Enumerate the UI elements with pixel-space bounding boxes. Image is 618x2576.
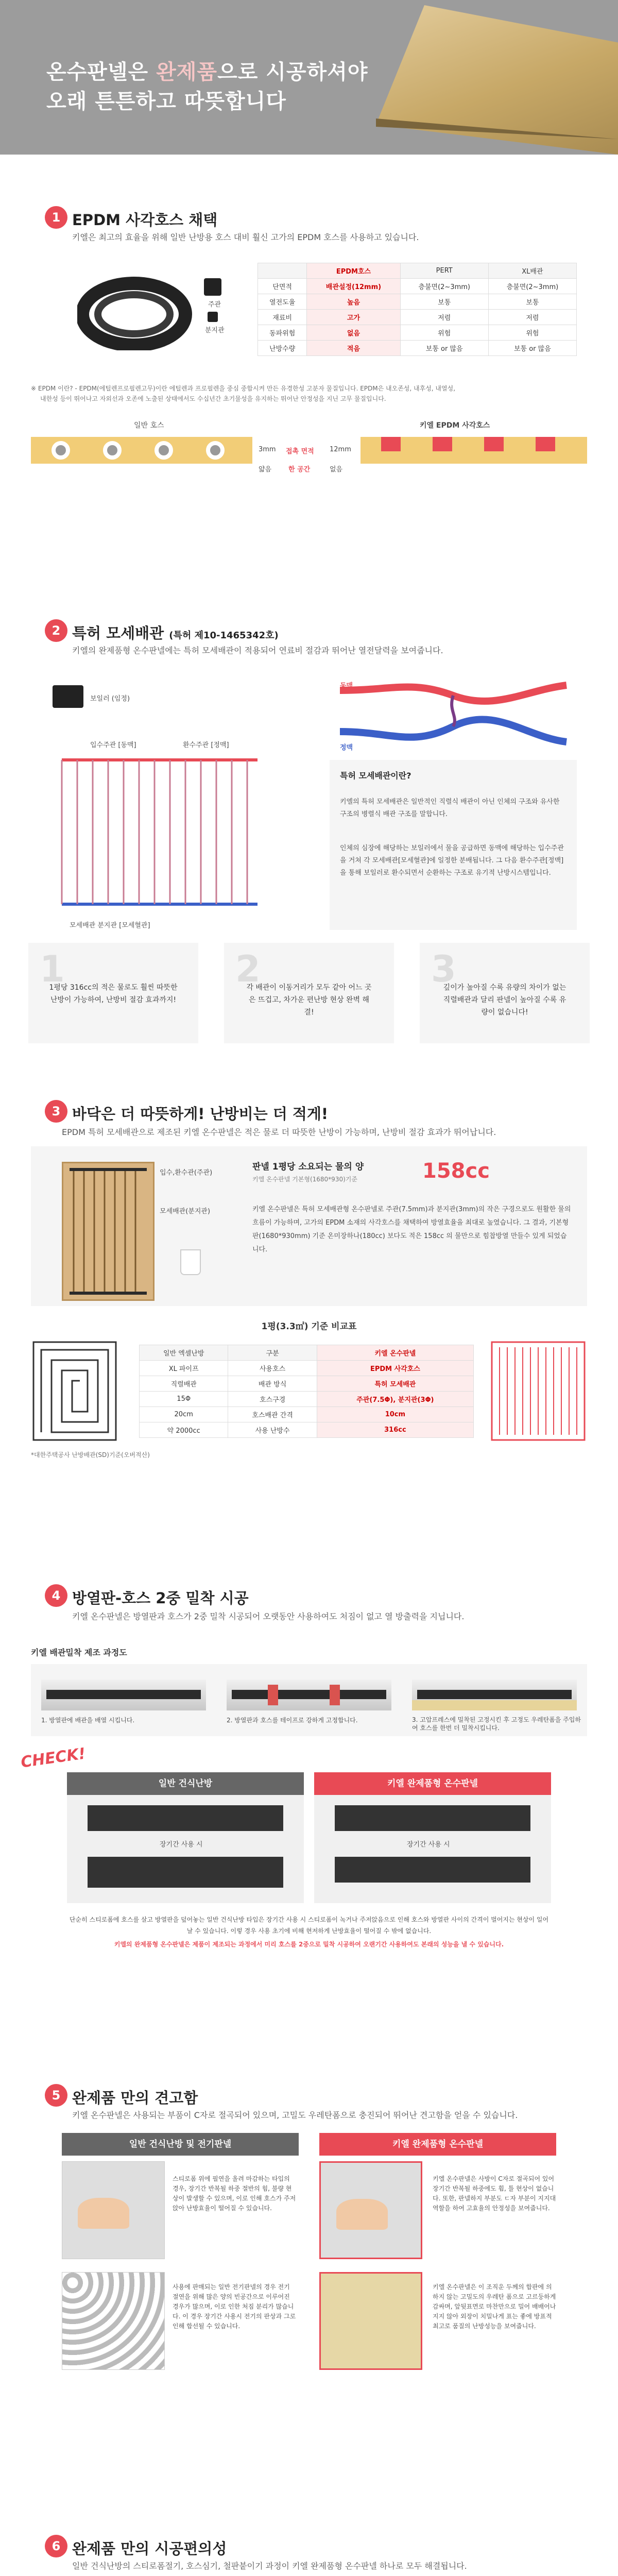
capillary-paragraph-1: 키엘의 특허 모세배관은 일반적인 직렬식 배관이 아닌 인체의 구조와 유사한 구조의 병렬식 배관 구조를 말합니다. — [340, 798, 560, 818]
table-cell: 직렬배관 — [140, 1376, 228, 1392]
hero-banner — [0, 0, 618, 155]
legend-main-pipe-icon — [204, 278, 221, 296]
contact-width-kiel: 12mm — [330, 446, 351, 453]
kiel-pipe-layout-image — [489, 1340, 587, 1443]
epdm-note-line2: 내한성 등이 뛰어나고 자외선과 오존에 노출된 상태에서도 수십년간 초기물성을 유지하는 뛰어난 안정성을 지닌 고무 물질입니다. — [40, 395, 386, 402]
table-cell: EPDM 사각호스 — [317, 1361, 473, 1376]
round-hose-icon — [103, 441, 122, 460]
section-desc-4: 키엘 온수판넬은 방열판과 호스가 2중 밀착 시공되어 오랫동안 사용하여도 처짐이 없고 열 방출력을 지닙니다. — [72, 1612, 465, 1621]
table-header-row — [258, 263, 577, 279]
compare-body-2: 키엘의 완제품형 온수판넬은 제품이 제조되는 과정에서 미리 호스를 2중으로 밀착 시공하여 오랜기간 사용하여도 본래의 성능을 낼 수 있습니다. — [114, 1941, 504, 1948]
section-desc-2: 키엘의 완제품형 온수판넬에는 특허 모세배관이 적용되어 연료비 절감과 뛰어난 열전달력을 보여줍니다. — [72, 646, 443, 655]
section-title-2: 특허 모세배관 (특허 제10-1465342호) — [72, 624, 279, 642]
table-cell: 20cm — [140, 1407, 228, 1422]
table-header-row — [140, 1345, 474, 1361]
table-header: EPDM호스 — [307, 263, 400, 279]
section-desc-1: 키엘은 최고의 효율을 위해 일반 난방용 호스 대비 훨신 고가의 EPDM 호스를 사용하고 있습니다. — [72, 232, 419, 242]
benefit-text: 1평당 316cc의 적은 물로도 훨씬 따뜻한 난방이 가능하여, 난방비 절감 효과까지! — [49, 984, 178, 1004]
gap-general: 얇음 — [259, 466, 272, 473]
in-pipe-label: 입수주관 [동맥] — [90, 741, 136, 749]
table-cell: 층불면(2~3mm) — [488, 279, 576, 294]
compare-label-general: 일반 호스 — [134, 421, 164, 430]
square-hose-icon — [536, 437, 555, 451]
table-row — [258, 279, 577, 294]
artery-vein-diagram — [330, 670, 577, 757]
table-cell: 호스배관 간격 — [228, 1407, 317, 1422]
durability-text-3: 사용에 판매되는 일반 전기판넬의 경우 전기 절연을 위해 많은 양의 빈공간으로 이루어진 경우가 많으며, 이로 인한 처짐 분리가 많습니다. 이 경우 장기간 사용시 전기의 판상과 그로인해 합선될 수 있습니다. — [173, 2283, 296, 2330]
table-cell: 열전도율 — [258, 294, 307, 310]
table-cell: 15Φ — [140, 1392, 228, 1407]
table-row — [258, 294, 577, 310]
legend-main-pipe: 주관 — [208, 301, 221, 309]
table-cell: 호스구경 — [228, 1392, 317, 1407]
table-cell: XL 파이프 — [140, 1361, 228, 1376]
table-row — [258, 341, 577, 356]
main-pipe-label: 입수,환수관(주관) — [160, 1169, 213, 1177]
section-desc-5: 키엘 온수판넬은 사용되는 부품이 C자로 절곡되어 있으며, 고밀도 우레탄폼으로 충진되어 뛰어난 견고함을 얻을 수 있습니다. — [72, 2110, 518, 2120]
table-cell: 보통 — [488, 294, 576, 310]
benefit-number: 3 — [431, 948, 456, 990]
hero-title-line1: 온수판넬은 완제품으로 시공하셔야 — [46, 60, 368, 84]
table-cell: 없음 — [307, 325, 400, 341]
table-cell: 적음 — [307, 341, 400, 356]
compare-body-1: 단순히 스티로폼에 호스를 살고 방열판을 덮어놓는 일반 건식난방 타입은 장기간 사용 시 스티로폼이 녹거나 주저앉음으로 인해 호스와 방열판 사이의 간격이 벌어지는 현상이 일어날 수 있습니다. 이렇 경우 사용 초기에 비해 현저하게 난방효율이 떨어질 수 밖에 없습니다. — [69, 1916, 549, 1935]
table-row — [140, 1422, 474, 1438]
table-cell: 재료비 — [258, 310, 307, 325]
check-label: CHECK! — [20, 1744, 87, 1772]
general-foam-image — [62, 2272, 165, 2370]
table-header: PERT — [400, 263, 488, 279]
general-pipe-layout-image — [31, 1340, 118, 1443]
general-compare-box — [67, 1795, 304, 1903]
table-cell: 높음 — [307, 294, 400, 310]
process-title: 키엘 배관밀착 제조 과정도 — [31, 1648, 127, 1657]
square-hose-icon — [484, 437, 504, 451]
table-cell: 보통 — [400, 294, 488, 310]
table-cell: 10cm — [317, 1407, 473, 1422]
table-cell: 주관(7.5Φ), 분지관(3Φ) — [317, 1392, 473, 1407]
capillary-diagram — [41, 755, 278, 909]
water-question-sub: 키엘 온수판넬 기본형(1680*930)기준 — [252, 1176, 357, 1183]
one-pyeong-compare-table — [139, 1345, 474, 1438]
legend-branch-pipe-icon — [208, 312, 218, 322]
table-row — [140, 1392, 474, 1407]
section-number-4: 4 — [45, 1584, 67, 1607]
compare-table-title: 1평(3.3㎡) 기준 비교표 — [261, 1321, 357, 1332]
table-cell: 저렴 — [400, 310, 488, 325]
gap-label: 한 공간 — [288, 466, 311, 473]
section-number-1: 1 — [45, 206, 67, 229]
process-step-text: 1. 방열판에 배관을 배열 시킵니다. — [41, 1717, 135, 1724]
out-pipe-label: 환수주관 [정맥] — [183, 741, 229, 749]
table-cell: 배관설정(12mm) — [307, 279, 400, 294]
table-header — [258, 263, 307, 279]
process-step-image — [41, 1680, 206, 1710]
table-cell: 위험 — [400, 325, 488, 341]
after-long-use-label: 장기간 사용 시 — [407, 1841, 450, 1849]
compare-head-general: 일반 건식난방 — [67, 1772, 304, 1795]
capillary-explain-box — [330, 760, 577, 930]
benefit-number: 2 — [235, 948, 261, 990]
square-hose-icon — [433, 437, 452, 451]
process-step-image — [227, 1680, 391, 1710]
table-cell: 약 2000cc — [140, 1422, 228, 1438]
section-number-2: 2 — [45, 619, 67, 642]
artery-label: 동맥 — [340, 682, 353, 690]
table-cell: 고가 — [307, 310, 400, 325]
table-cell: 위험 — [488, 325, 576, 341]
durability-text-1: 스티로폼 위에 필연을 올려 마감하는 타입의 경우, 장기간 반복될 하중 절반의 힘, 불량 현상이 발생할 수 있으며, 이로 인해 호스가 주저앉아 난방효율이 떨어질 수 있습니다. — [173, 2175, 296, 2212]
general-after-image — [88, 1857, 283, 1888]
table-header: 구분 — [228, 1345, 317, 1361]
water-question: 판넬 1평당 소요되는 물의 양 — [252, 1162, 364, 1172]
section-desc-3: EPDM 특허 모세배관으로 제조된 키엘 온수판넬은 적은 물로 더 따뜻한 난방이 가능하며, 난방비 절감 효과가 뛰어납니다. — [62, 1127, 496, 1137]
compare-head-kiel: 키엘 완제품형 온수판넬 — [314, 1772, 551, 1795]
legend-branch-pipe: 분지관 — [205, 327, 225, 334]
table-row — [258, 325, 577, 341]
table-header: 키엘 온수판넬 — [317, 1345, 473, 1361]
benefit-card — [28, 943, 198, 1043]
branch-pipe-label: 모세배관(분지관) — [160, 1208, 211, 1215]
process-box — [31, 1664, 587, 1736]
epdm-hose-image — [77, 273, 196, 350]
table-cell: 단면적 — [258, 279, 307, 294]
kiel-foam-image — [319, 2272, 422, 2370]
benefit-card — [420, 943, 590, 1043]
section-title-1: EPDM 사각호스 채택 — [72, 211, 218, 229]
cup-icon — [180, 1249, 201, 1275]
table-row — [140, 1361, 474, 1376]
process-step-image — [412, 1680, 577, 1710]
process-step-text: 3. 고압프레스에 밀착된 고정시킨 후 고정도 우레탄폼을 주입하여 호스를 한번 더 밀착시킵니다. — [412, 1716, 581, 1732]
compare-footnote: *대한주택공사 난방배관(SD)기준(오버적산) — [31, 1451, 150, 1459]
table-cell: 배관 방식 — [228, 1376, 317, 1392]
benefit-number: 1 — [40, 948, 65, 990]
section-desc-6: 일반 건식난방의 스티로폼절기, 호스심기, 철판붙이기 과정이 키엘 완제품형 온수판넬 하나로 모두 해결됩니다. — [72, 2561, 467, 2571]
table-cell: 저렴 — [488, 310, 576, 325]
contact-width-general: 3mm — [259, 446, 276, 453]
durability-head-kiel: 키엘 완제품형 온수판넬 — [319, 2133, 556, 2156]
contact-area-label: 접촉 면적 — [286, 448, 314, 455]
section-title-5: 완제품 만의 견고함 — [72, 2089, 198, 2107]
table-cell: 난방수량 — [258, 341, 307, 356]
square-hose-icon — [381, 437, 401, 451]
table-cell: 316cc — [317, 1422, 473, 1438]
panel-topview-image — [62, 1162, 154, 1301]
table-cell: 사용 난방수 — [228, 1422, 317, 1438]
benefit-card — [224, 943, 394, 1043]
general-before-image — [88, 1805, 283, 1831]
round-hose-icon — [206, 441, 225, 460]
gap-kiel: 없음 — [330, 466, 343, 473]
section-title-6: 완제품 만의 시공편의성 — [72, 2540, 227, 2557]
water-amount: 158cc — [422, 1159, 490, 1183]
benefit-text: 각 배관이 이동거리가 모두 같아 어느 곳은 뜨겁고, 차가운 편난방 현상 완벽 해결! — [246, 984, 372, 1016]
water-amount-box — [31, 1146, 587, 1306]
branch-label: 모세배관 분지관 [모세혈관] — [70, 922, 150, 929]
kiel-compare-box — [314, 1795, 551, 1903]
kiel-before-image — [335, 1805, 530, 1831]
table-cell: 동파위험 — [258, 325, 307, 341]
section-title-3: 바닥은 더 따뜻하게! 난방비는 더 적게! — [72, 1105, 329, 1123]
section-number-6: 6 — [45, 2535, 67, 2557]
boiler-image — [53, 685, 83, 708]
durability-text-4: 키엘 온수판넬은 이 조직운 두께의 합판에 의하지 않는 고밀도의 우레탄 폼으로 고르둥하게 감싸며, 앞뒷표면로 마찬만으로 밀어 배배어나지지 않아 외장이 치밀나게 표는 좋에 방표적 최고로 품질의 난방성능을 보여줍니다. — [433, 2283, 556, 2330]
table-cell: 층불면(2~3mm) — [400, 279, 488, 294]
round-hose-icon — [52, 441, 70, 460]
kiel-after-image — [335, 1857, 530, 1883]
section-number-3: 3 — [45, 1100, 67, 1123]
compare-label-kiel: 키엘 EPDM 사각호스 — [420, 421, 490, 430]
durability-head-general: 일반 건식난방 및 전기판넬 — [62, 2133, 299, 2156]
after-long-use-label: 장기간 사용 시 — [160, 1841, 203, 1849]
table-row — [140, 1407, 474, 1422]
kiel-hose-section — [360, 437, 587, 464]
section-number-5: 5 — [45, 2084, 67, 2107]
kiel-load-image — [319, 2161, 422, 2259]
table-row — [258, 310, 577, 325]
process-step-text: 2. 방열판과 호스를 테이프로 강하게 고정합니다. — [227, 1717, 358, 1724]
general-hose-section — [31, 437, 252, 464]
epdm-note-line1: ※ EPDM 이란? - EPDM(에틸렌프로필렌고무)이란 에틸렌과 프로필렌을 중심 중합시켜 만든 유경한성 고분자 물질입니다. EPDM은 내오존성, 내후성, 내열성, — [31, 385, 456, 392]
round-hose-icon — [154, 441, 173, 460]
boiler-label: 보일러 (임정) — [90, 695, 130, 703]
table-header: XL배관 — [488, 263, 576, 279]
table-cell: 보통 or 많음 — [488, 341, 576, 356]
vein-label: 정맥 — [340, 744, 353, 752]
water-paragraph: 키엘 온수판넬은 특허 모세배관형 온수판넬로 주관(7.5mm)과 분지관(3mm)의 작은 구경으로도 원활한 물의 흐름이 가능하며, 고가의 EPDM 소재의 사각호스를 채택하여 방열효율을 최대로 높였습니다. 그 결과, 기본형판(1680*930mm) 기준 온미장하나(180cc) 보다도 적은 158cc 의 물만으로 힘찹방열 만들수 있게 되었습니다. — [252, 1206, 571, 1253]
capillary-paragraph-2: 인체의 심장에 해당하는 보일러에서 물을 공급하면 동맥에 해당하는 입수주관을 거쳐 각 모세배관[모세혈관]에 일정한 분배됩니다. 그 다음 환수주관[정맥]을 통해 보일러로 환수되면서 순환하는 구조로 유기적 난방시스템입니다. — [340, 844, 564, 877]
durability-text-2: 키엘 온수판넬은 사방이 C자로 절곡되어 있어 장기간 반복될 하중에도 휨, 틀 현상이 없습니다. 또한, 판넬하지 부분도 ㄷ자 부분이 지지대 역할을 하여 고효율의 안정성을 보여줍니다. — [433, 2175, 556, 2212]
table-cell: 사용호스 — [228, 1361, 317, 1376]
hose-compare-table — [258, 263, 577, 356]
capillary-question: 특허 모세배관이란? — [340, 771, 411, 781]
section-title-4: 방열판-호스 2중 밀착 시공 — [72, 1589, 249, 1607]
table-row — [140, 1376, 474, 1392]
benefit-text: 깊이가 높아질 수록 유량의 차이가 없는 직렬배관과 달리 판넬이 높아질 수록 유량이 없습니다! — [443, 984, 566, 1016]
hero-title-line2: 오래 튼튼하고 따뜻합니다 — [46, 90, 286, 113]
general-load-image — [62, 2161, 165, 2259]
table-cell: 보통 or 많음 — [400, 341, 488, 356]
table-cell: 특허 모세배관 — [317, 1376, 473, 1392]
table-header: 일반 엑셀난방 — [140, 1345, 228, 1361]
